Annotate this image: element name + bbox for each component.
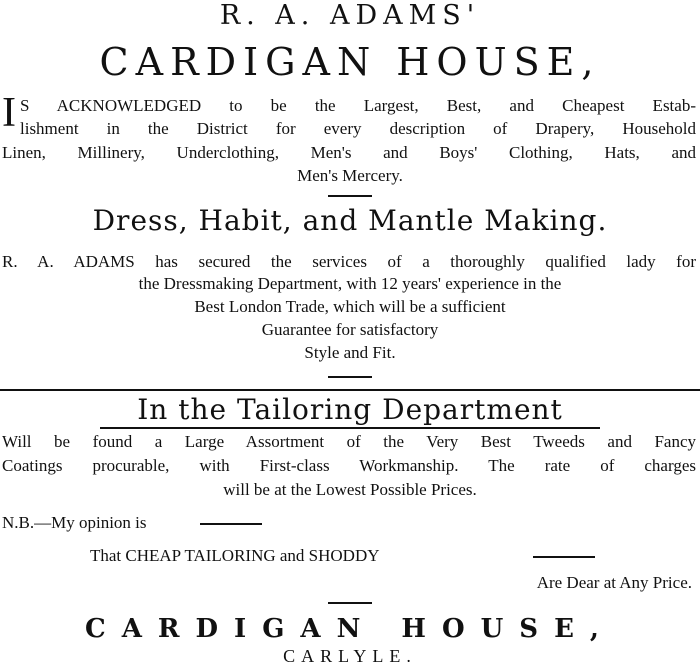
tailoring-heading: In the Tailoring Department: [137, 393, 563, 426]
dress-line-4: Guarantee for satisfactory: [261, 320, 439, 339]
owner-name: R. A. ADAMS': [219, 0, 481, 31]
nb-opinion: N.B.—My opinion is: [2, 513, 147, 532]
dress-line-2: the Dressmaking Department, with 12 years' experience in the: [138, 274, 562, 293]
footer-town: CARLYLE.: [283, 646, 417, 666]
intro-line-3: Linen, Millinery, Underclothing, Men's and Boys' Clothing, Hats, and: [2, 143, 696, 162]
tailoring-line-2: Coatings procurable, with First-class Workmanship. The rate of charges: [2, 456, 696, 475]
cheap-tailoring-line: That CHEAP TAILORING and SHODDY: [90, 546, 380, 565]
intro-drop-cap: I: [2, 90, 16, 136]
dear-price-line: Are Dear at Any Price.: [536, 573, 692, 592]
divider-short: [328, 376, 372, 378]
divider-full: [0, 389, 700, 391]
intro-line-2: lishment in the District for every description of Drapery, Household: [20, 119, 696, 138]
nb-dash: [200, 523, 262, 525]
tailoring-line-3: will be at the Lowest Possible Prices.: [223, 480, 477, 499]
dress-heading: Dress, Habit, and Mantle Making.: [92, 204, 608, 237]
dress-line-5: Style and Fit.: [304, 343, 396, 362]
house-title: CARDIGAN HOUSE,: [99, 40, 601, 84]
intro-line-4: Men's Mercery.: [297, 166, 403, 185]
intro-line-1: S ACKNOWLEDGED to be the Largest, Best, and Cheapest Estab-: [20, 96, 696, 115]
dress-line-3: Best London Trade, which will be a sufficient: [194, 297, 506, 316]
divider-short: [328, 602, 372, 604]
dress-line-1: R. A. ADAMS has secured the services of a thoroughly qualified lady for: [2, 252, 696, 271]
footer-house-name: CARDIGAN HOUSE,: [85, 614, 615, 644]
tailoring-underline: [100, 427, 600, 429]
divider-short: [328, 195, 372, 197]
tailoring-line-1: Will be found a Large Assortment of the Very Best Tweeds and Fancy: [2, 432, 696, 451]
cheap-dash: [533, 556, 595, 558]
